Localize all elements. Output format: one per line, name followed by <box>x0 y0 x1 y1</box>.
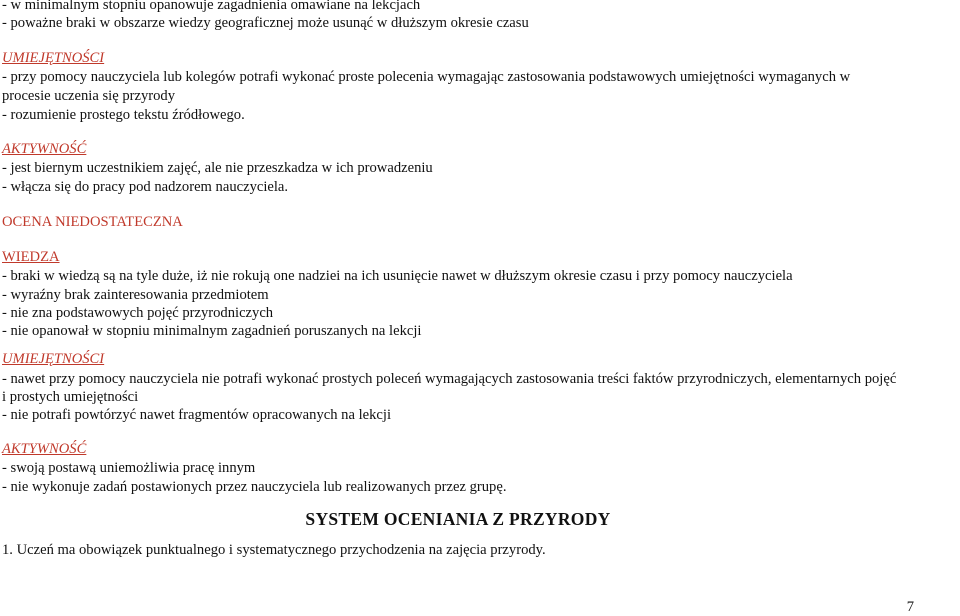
activity-line-1: - jest biernym uczestnikiem zajęć, ale nie przeszkadza w ich prowadzeniu <box>2 160 433 176</box>
skills-line-1: - przy pomocy nauczyciela lub kolegów potrafi wykonać proste polecenia wymagając zastosowania podstawowych umiejętności wymaganych w <box>2 69 851 85</box>
activity-line-4: - nie wykonuje zadań postawionych przez nauczyciela lub realizowanych przez grupę. <box>2 479 507 495</box>
activity-heading-1: AKTYWNOŚĆ <box>2 141 87 157</box>
rule-1: 1. Uczeń ma obowiązek punktualnego i systematycznego przychodzenia na zajęcia przyrody. <box>2 542 546 558</box>
knowledge-line-1: - braki w wiedzą są na tyle duże, iż nie rokują one nadziei na ich usunięcie nawet w dłuższym okresie czasu i przy pomocy nauczyciela <box>2 268 793 284</box>
skills-line-2: procesie uczenia się przyrody <box>2 88 176 104</box>
knowledge-heading: WIEDZA <box>2 249 60 265</box>
knowledge-line-2: - wyraźny brak zainteresowania przedmiotem <box>2 287 269 303</box>
activity-line-2: - włącza się do pracy pod nadzorem nauczyciela. <box>2 179 289 195</box>
knowledge-line-4: - nie opanował w stopniu minimalnym zagadnień poruszanych na lekcji <box>2 323 422 339</box>
top-line-2: - poważne braki w obszarze wiedzy geograficznej może usunąć w dłuższym okresie czasu <box>2 15 529 31</box>
skills-line-5: i prostych umiejętności <box>2 389 139 405</box>
page-number: 7 <box>906 599 914 615</box>
skills-heading-1: UMIEJĘTNOŚCI <box>2 50 105 66</box>
skills-heading-2: UMIEJĘTNOŚCI <box>2 351 105 367</box>
activity-heading-2: AKTYWNOŚĆ <box>2 441 87 457</box>
skills-line-4: - nawet przy pomocy nauczyciela nie potrafi wykonać prostych poleceń wymagających zastosowania treści faktów przyrodniczych, elementarnych pojęć <box>2 371 897 387</box>
skills-line-6: - nie potrafi powtórzyć nawet fragmentów opracowanych na lekcji <box>2 407 392 423</box>
skills-line-3: - rozumienie prostego tekstu źródłowego. <box>2 107 245 123</box>
activity-line-3: - swoją postawą uniemożliwia pracę innym <box>2 460 256 476</box>
grade-heading: OCENA NIEDOSTATECZNA <box>2 214 183 230</box>
top-line-1: - w minimalnym stopniu opanowuje zagadnienia omawiane na lekcjach <box>2 0 421 13</box>
knowledge-line-3: - nie zna podstawowych pojęć przyrodniczych <box>2 305 274 321</box>
system-title: SYSTEM OCENIANIA Z PRZYRODY <box>305 509 611 529</box>
